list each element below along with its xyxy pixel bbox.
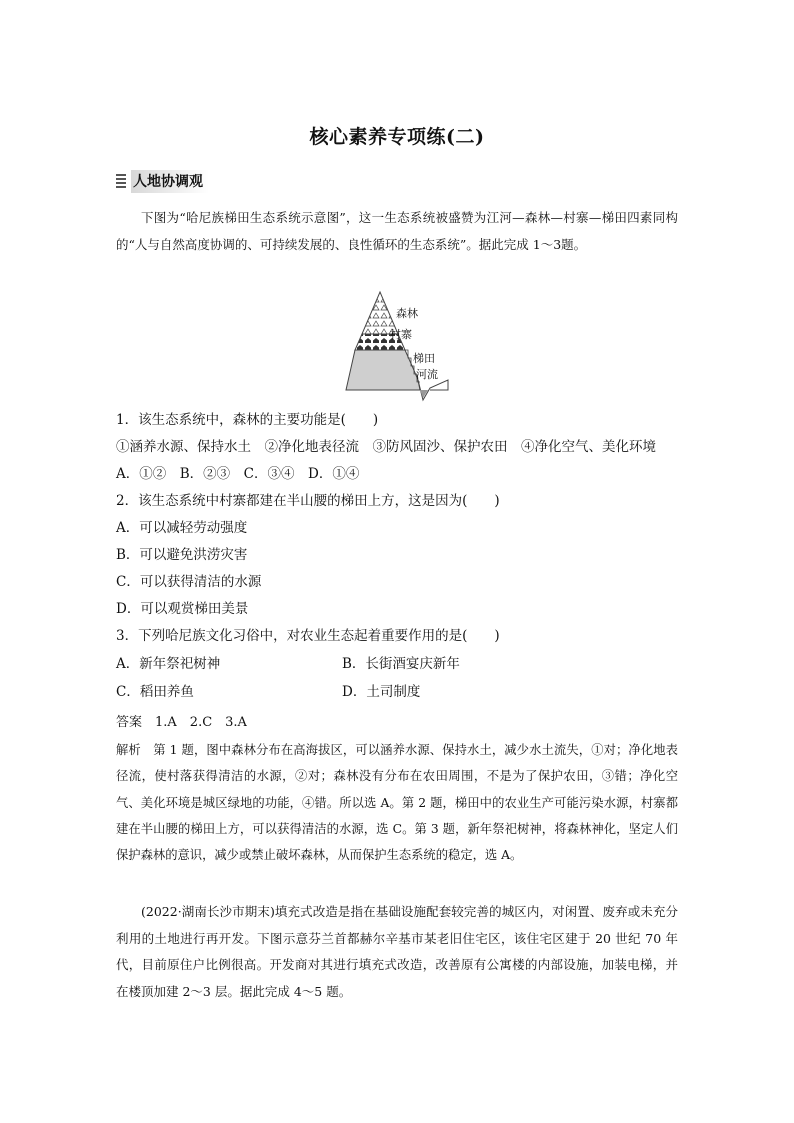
question-3-stem: 3．下列哈尼族文化习俗中，对农业生态起着重要作用的是( ) bbox=[116, 628, 500, 644]
label-forest: 森林 bbox=[396, 307, 418, 320]
page-title: 核心素养专项练(二) bbox=[309, 126, 485, 148]
explanation-paragraph bbox=[116, 737, 678, 868]
terrace-zone bbox=[346, 350, 420, 390]
question-3-option-b: B．长街酒宴庆新年 bbox=[342, 656, 460, 672]
question-3-option-c: C．稻田养鱼 bbox=[116, 684, 194, 700]
question-2-option-a: A．可以减轻劳动强度 bbox=[116, 520, 248, 536]
question-1-stem: 1．该生态系统中，森林的主要功能是( ) bbox=[116, 412, 379, 428]
section-marker-icon bbox=[116, 174, 126, 190]
label-river: 河流 bbox=[416, 368, 438, 381]
intro-paragraph: 下图为“哈尼族梯田生态系统示意图”，这一生态系统被盛赞为江河—森林—村寨—梯田四素同构的“人与自然高度协调的、可持续发展的、良性循环的生态系统”。据此完成 1～3题。 bbox=[116, 210, 678, 252]
question-1-items: ①涵养水源、保持水土 ②净化地表径流 ③防风固沙、保护农田 ④净化空气、美化环境 bbox=[116, 439, 656, 455]
question-3-option-d: D．土司制度 bbox=[342, 684, 421, 700]
question-2-option-b: B．可以避免洪涝灾害 bbox=[116, 547, 248, 563]
question-2-option-d: D．可以观赏梯田美景 bbox=[116, 601, 249, 617]
question-2-stem: 2．该生态系统中村寨都建在半山腰的梯田上方，这是因为( ) bbox=[116, 493, 500, 509]
question-1-choices: A．①② B．②③ C．③④ D．①④ bbox=[116, 466, 360, 482]
explanation-label: 解析 bbox=[116, 743, 141, 757]
answer-line: 答案 1.A 2.C 3.A bbox=[116, 715, 247, 730]
explanation-text: 第 1 题，图中森林分布在高海拔区，可以涵养水源、保持水土，减少水土流失，①对；净化地表径流，使村落获得清洁的水源，②对；森林没有分布在农田周围，不是为了保护农田，③错；净化空气、美化环境是城区绿地的功能，④错。所以选 A。第 2 题，梯田中的农业生产可能污染水源，村寨都建在半山腰的梯田上方，可以获得清洁的水源，选 C。第 3 题，新年祭祀树神，将森林神化，坚定人们保护森林的意识，减少或禁止破坏森林，从而保护生态系统的稳定，选 A。 bbox=[116, 743, 678, 863]
section-header bbox=[116, 170, 209, 193]
terrace-ecosystem-diagram bbox=[340, 288, 470, 406]
question-2-option-c: C．可以获得清洁的水源 bbox=[116, 574, 262, 590]
intro-paragraph-2: (2022·湖南长沙市期末)填充式改造是指在基础设施配套较完善的城区内，对闲置、废弃或未充分利用的土地进行再开发。下图示意芬兰首都赫尔辛基市某老旧住宅区，该住宅区建于 20 世纪 70 年代，目前原住户比例很高。开发商对其进行填充式改造，改善原有公寓楼的内部设施，加装电梯，并在楼顶加建 2～3 层。据此完成 4～5 题。 bbox=[116, 904, 678, 999]
question-3-option-a: A．新年祭祀树神 bbox=[116, 656, 221, 672]
section-label: 人地协调观 bbox=[131, 170, 209, 193]
label-terrace: 梯田 bbox=[413, 352, 435, 365]
label-village: 村寨 bbox=[390, 328, 412, 341]
